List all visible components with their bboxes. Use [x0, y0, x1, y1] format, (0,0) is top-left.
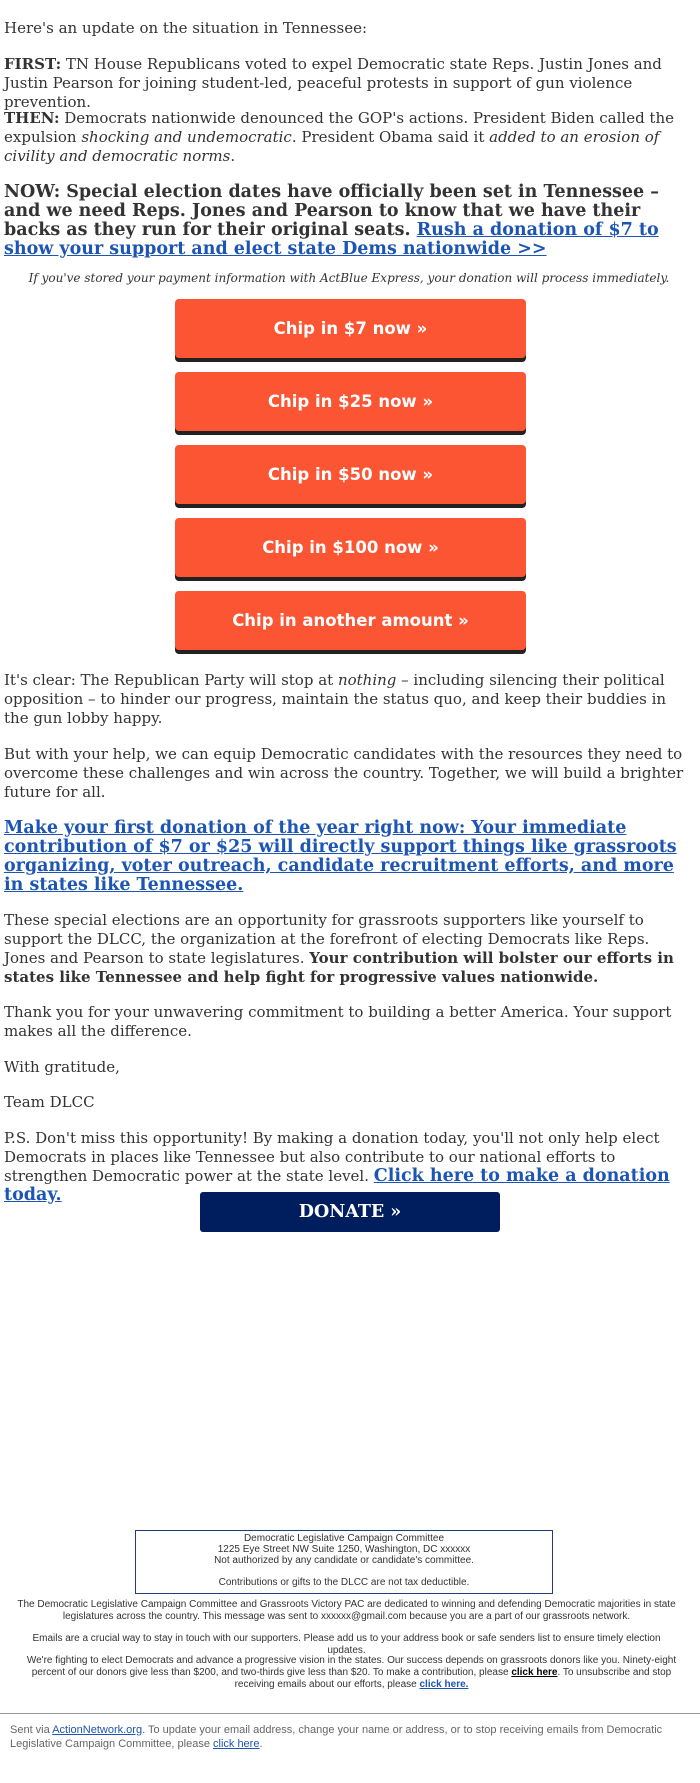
then-emphasis-biden: shocking and undemocratic: [81, 128, 292, 146]
special-text: These special elections are an opportunity for grassroots supporters like yourself to support the DLCC, the organization at the forefront of electing Democrats like Reps. Jones and Pearson to state legislatures.: [4, 911, 650, 967]
footer-paragraph-emails: Emails are a crucial way to stay in touch with our supporters. Please add us to your address book or safe senders list to ensure timely election updates.: [32, 1633, 661, 1656]
address-spacer: [136, 1566, 552, 1577]
sent-via-text-3: .: [259, 1738, 263, 1750]
actblue-note: If you've stored your payment information with ActBlue Express, your donation will process immediately.: [28, 271, 670, 285]
now-text: NOW: Special election dates have officially been set in Tennessee – and we need Reps. Jones and Pearson to know that we have their backs as they run for their original seats.: [4, 182, 660, 240]
special-bold: Your contribution will bolster our efforts in states like Tennessee and help fight for progressive values nationwide.: [4, 949, 674, 986]
paragraph-then: [4, 109, 674, 166]
paragraph-special-elections: [4, 911, 689, 987]
paragraph-first: [4, 55, 674, 112]
chip-in-other-amount-button[interactable]: Chip in another amount »: [175, 591, 526, 650]
first-text: TN House Republicans voted to expel Democratic state Reps. Justin Jones and Justin Pearson for joining student-led, peaceful protests in support of gun violence prevention.: [4, 55, 662, 111]
paragraph-thanks: Thank you for your unwavering commitment to building a better America. Your support makes all the difference.: [4, 1003, 672, 1040]
footer-paragraph-mission: The Democratic Legislative Campaign Committee and Grassroots Victory PAC are dedicated to winning and defending Democratic majorities in state legislatures across the country. This message was sent to xxxxxx@gmail.com because you are a part of our grassroots network.: [17, 1599, 676, 1622]
then-text-3: .: [230, 147, 236, 165]
sign-off: With gratitude,: [4, 1058, 120, 1076]
signature: Team DLCC: [4, 1093, 95, 1111]
paragraph-make-donation: [4, 819, 684, 895]
sent-via-text-2: . To update your email address, change your name or address, or to stop receiving emails from Democratic Legislative Campaign Committee, please: [10, 1724, 663, 1750]
footer-paragraph-donors: [14, 1655, 689, 1691]
tax-note: Contributions or gifts to the DLCC are not tax deductible.: [218, 1577, 470, 1588]
update-preferences-link[interactable]: click here: [213, 1738, 260, 1750]
paragraph-clear: [4, 671, 684, 728]
clear-text: It's clear: The Republican Party will stop at: [4, 671, 338, 689]
chip-in-50-button[interactable]: Chip in $50 now »: [175, 445, 526, 504]
first-label: FIRST:: [4, 55, 62, 73]
unsubscribe-link[interactable]: click here.: [419, 1679, 469, 1690]
org-name: Democratic Legislative Campaign Committee: [243, 1533, 445, 1544]
chip-in-100-button[interactable]: Chip in $100 now »: [175, 518, 526, 577]
donate-button[interactable]: DONATE »: [200, 1192, 500, 1232]
paragraph-now: [4, 183, 694, 259]
footer-divider: [0, 1713, 700, 1714]
then-text-2: . President Obama said it: [291, 128, 490, 146]
first-donation-link[interactable]: Make your first donation of the year right now: Your immediate contribution of $7 or $25 will directly support things like grassroots organizing, voter outreach, candidate recruitment efforts, and more in states like Tennessee.: [4, 818, 677, 895]
rush-donation-link[interactable]: Rush a donation of $7 to show your support and elect state Dems nationwide >>: [4, 220, 659, 259]
contribute-link[interactable]: click here: [511, 1667, 558, 1678]
authorization-note: Not authorized by any candidate or candidate's committee.: [214, 1555, 474, 1566]
paragraph-help: But with your help, we can equip Democratic candidates with the resources they need to overcome these challenges and win across the country. Together, we will build a brighter future for all.: [4, 745, 684, 801]
action-network-link[interactable]: ActionNetwork.org: [52, 1724, 143, 1736]
then-emphasis-obama: added to an erosion of civility and democratic norms: [4, 128, 660, 165]
sent-via-text: Sent via: [10, 1724, 53, 1736]
donors-text-2: . To unsubscribe and stop receiving emails about our efforts, please: [234, 1667, 672, 1690]
ps-text: P.S. Don't miss this opportunity! By making a donation today, you'll not only help elect Democrats in places like Tennessee but also contribute to our national efforts to strengthen Democratic power at the state level.: [4, 1129, 660, 1185]
then-text: Democrats nationwide denounced the GOP's actions. President Biden called the expulsion: [4, 109, 675, 146]
ps-donation-link[interactable]: Click here to make a donation today.: [4, 1166, 670, 1205]
greeting: Here's an update on the situation in Tennessee:: [4, 19, 367, 37]
clear-emphasis: nothing: [337, 671, 397, 689]
sent-via-footer: [10, 1723, 675, 1751]
then-label: THEN:: [4, 109, 60, 127]
chip-in-7-button[interactable]: Chip in $7 now »: [175, 299, 526, 358]
org-address: 1225 Eye Street NW Suite 1250, Washington, DC xxxxxx: [217, 1544, 471, 1555]
donors-text: We're fighting to elect Democrats and advance a progressive vision in the states. Our success depends on grassroots donors like you. Ninety-eight percent of our donors give less than $200, and two-thirds give less than $20. To make a contribution, please: [26, 1655, 677, 1678]
address-box: [135, 1530, 553, 1594]
chip-in-25-button[interactable]: Chip in $25 now »: [175, 372, 526, 431]
clear-text-2: – including silencing their political opposition – to hinder our progress, maintain the status quo, and keep their buddies in the gun lobby happy.: [4, 671, 667, 727]
